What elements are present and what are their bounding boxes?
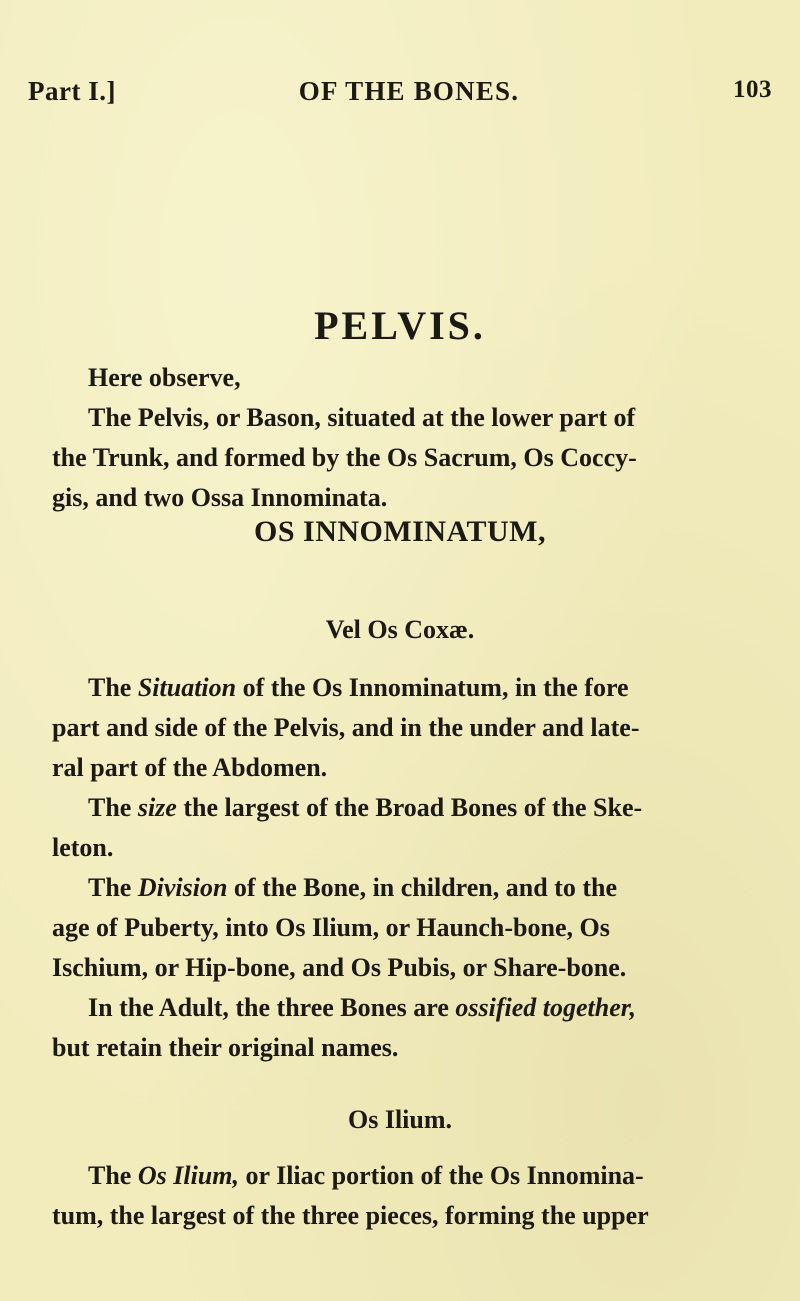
page-number: 103: [733, 76, 772, 103]
body-line: leton.: [52, 833, 114, 862]
subsection-heading: Os Ilium.: [347, 1105, 453, 1134]
body-line: but retain their original names.: [52, 1033, 399, 1062]
body-line: Ischium, or Hip-bone, and Os Pubis, or Share-bone.: [52, 953, 627, 982]
text-run: the largest of the Broad Bones of the Ske-: [176, 793, 643, 822]
body-line: [52, 788, 752, 828]
body-line: age of Puberty, into Os Ilium, or Haunch-bone, Os: [52, 913, 610, 942]
text-run: or Iliac portion of the Os Innomina-: [239, 1161, 644, 1190]
body-line: [52, 1156, 752, 1196]
text-run: In the Adult, the three Bones are: [88, 993, 456, 1022]
text-run: The: [88, 873, 138, 902]
part-label: Part I.]: [28, 76, 116, 106]
ilium-body: [52, 1156, 752, 1236]
emphasis: ossified together,: [455, 993, 636, 1022]
text-run: The: [88, 793, 138, 822]
body-line: [52, 988, 752, 1028]
section-subheading: Vel Os Coxæ.: [325, 615, 475, 644]
body-line: ral part of the Abdomen.: [52, 753, 328, 782]
emphasis: size: [137, 793, 177, 822]
intro-line: gis, and two Ossa Innominata.: [52, 483, 388, 512]
text-run: The: [88, 1161, 138, 1190]
section-heading: OS INNOMINATUM,: [254, 515, 546, 548]
running-title: OF THE BONES.: [298, 76, 520, 106]
intro-line: The Pelvis, or Bason, situated at the lower part of: [88, 403, 636, 432]
body-line: part and side of the Pelvis, and in the under and late-: [52, 713, 640, 742]
text-run: The: [88, 673, 138, 702]
running-header: [28, 76, 772, 116]
intro-paragraph: [52, 358, 752, 518]
emphasis: Situation: [137, 673, 237, 702]
text-run: of the Os Innominatum, in the fore: [236, 673, 629, 702]
chapter-title: PELVIS.: [314, 303, 486, 348]
body-line: [52, 668, 752, 708]
emphasis: Os Ilium,: [137, 1161, 239, 1190]
text-run: of the Bone, in children, and to the: [227, 873, 617, 902]
emphasis: Division: [137, 873, 228, 902]
section-body: [52, 668, 752, 1068]
body-line: [52, 868, 752, 908]
intro-line: the Trunk, and formed by the Os Sacrum, Os Coccy-: [52, 443, 637, 472]
intro-line: Here observe,: [88, 363, 241, 392]
body-line: tum, the largest of the three pieces, forming the upper: [52, 1201, 649, 1230]
